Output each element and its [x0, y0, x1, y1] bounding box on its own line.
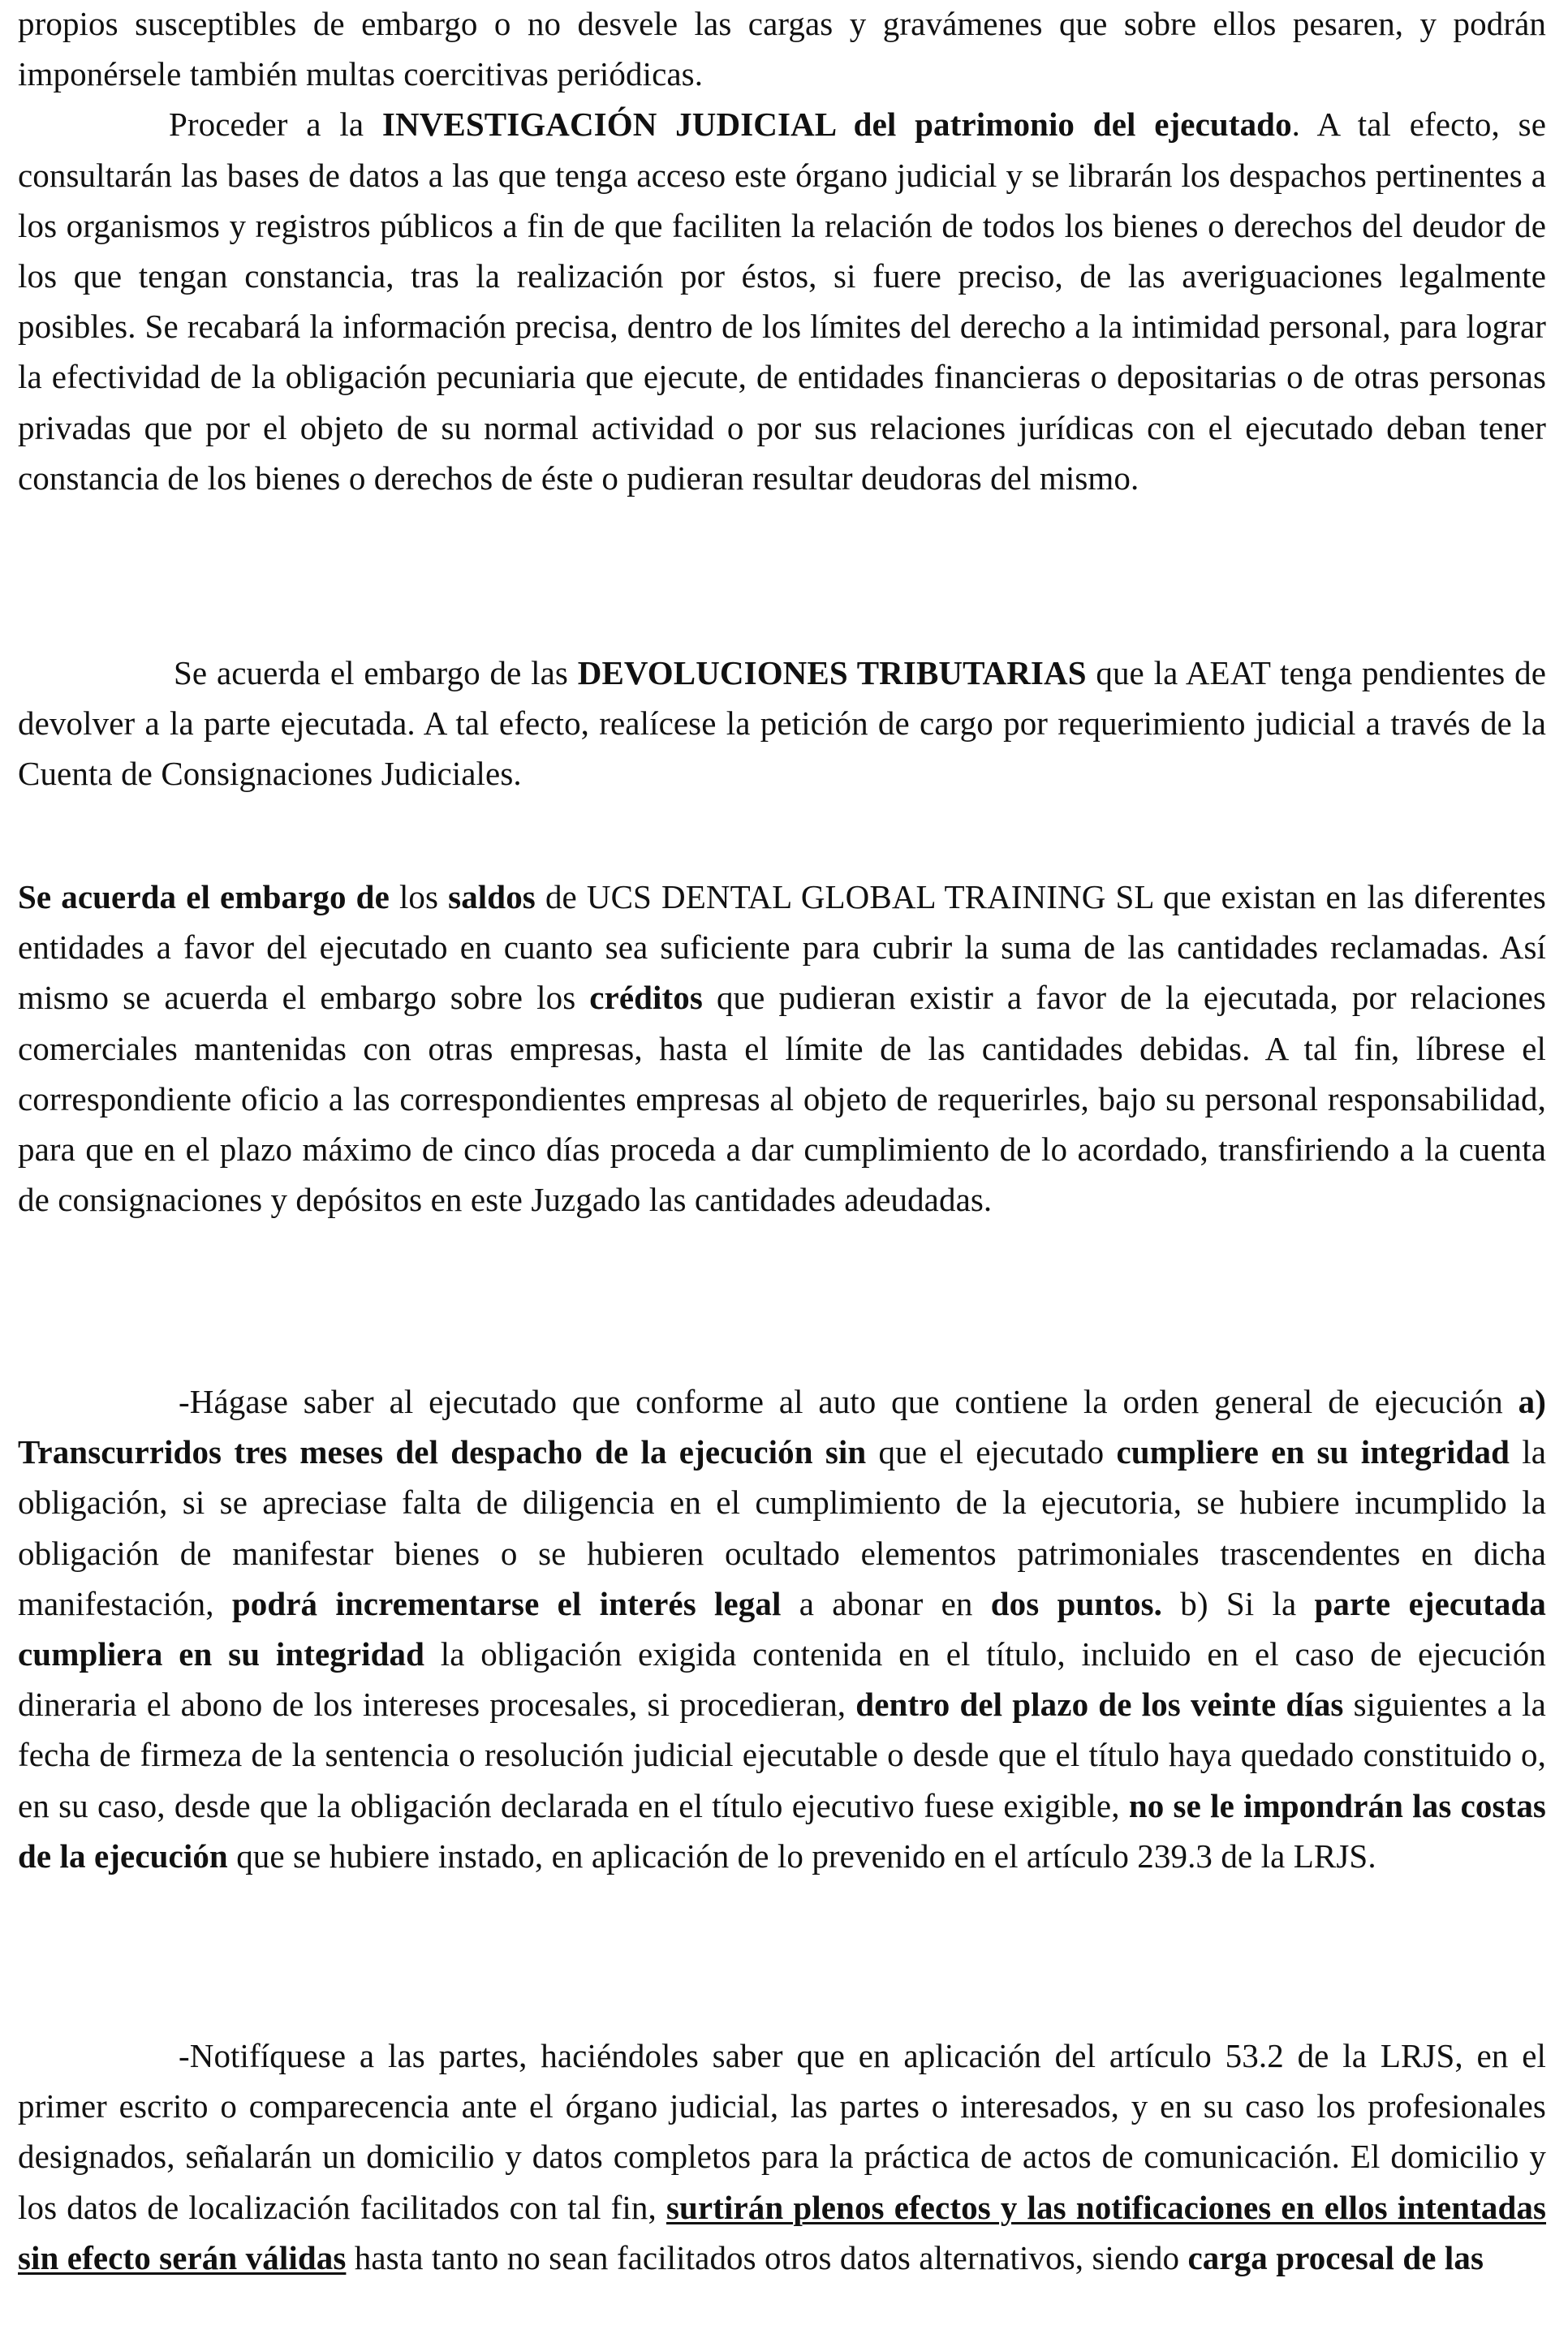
- paragraph-5-text-a: -Notifíquese a las partes, haciéndoles saber que en aplicación del artículo 53.2 de la LRJS, en el primer escrito o comparecencia ante el órgano judicial, las partes o interesados, y en su caso los profesionales designados, señalarán un domicilio y datos completos para la práctica de actos de comunicación. El domicilio y los datos de localización facilitados con tal fin,: [18, 2037, 1546, 2226]
- paragraph-4-text-e: b) Si la: [1180, 1584, 1297, 1622]
- paragraph-4-text-h: que se hubiere instado, en aplicación de lo prevenido en el artículo 239.3 de la LRJS.: [236, 1837, 1376, 1875]
- surtiran-efectos-label: surtirán plenos efectos y las notificaciones en ellos intentadas sin efecto serán válidas: [18, 2188, 1547, 2276]
- paragraph-4-text-c: la obligación, si se apreciase falta de diligencia en el cumplimiento de la ejecutoria, se hubiere incumplido la obligación de manifestar bienes o se hubieren ocultado elementos patrimoniales trascendentes en dicha manifestación,: [18, 1433, 1546, 1622]
- paragraph-notifiquese: [18, 2030, 1546, 2283]
- dos-puntos-label: dos puntos.: [990, 1584, 1163, 1622]
- paragraph-4-text-f: la obligación exigida contenida en el título, incluido en el caso de ejecución dineraria el abono de los intereses procesales, si procedieran,: [18, 1635, 1546, 1724]
- paragraph-3-text-a: los: [398, 878, 439, 915]
- paragraph-patrimonio: [18, 0, 1546, 503]
- clause-a-label: a) Transcurridos tres meses del despacho de la ejecución sin: [18, 1383, 1546, 1471]
- paragraph-2-text-b: que la AEAT tenga pendientes de devolver a la parte ejecutada. A tal efecto, realícese la petición de cargo por requerimiento judicial a través de la Cuenta de Consignaciones Judiciales.: [18, 654, 1547, 793]
- embargo-label: Se acuerda el embargo de: [18, 878, 390, 915]
- paragraph-2-text-a: Se acuerda el embargo de las: [174, 654, 568, 691]
- paragraph-hagase-saber: [18, 1376, 1546, 1881]
- paragraph-4-text-g: siguientes a la fecha de firmeza de la sentencia o resolución judicial ejecutable o desde que el título haya quedado constituido o, en su caso, desde que la obligación declarada en el título ejecutivo fuese exigible,: [18, 1686, 1546, 1824]
- interes-legal-label: podrá incrementarse el interés legal: [231, 1584, 782, 1622]
- paragraph-3-text-b: de UCS DENTAL GLOBAL TRAINING SL que existan en las diferentes entidades a favor del ejecutado en cuanto sea suficiente para cubrir la suma de las cantidades reclamadas. Así mismo se acuerda el embargo sobre los: [18, 878, 1546, 1017]
- paragraph-3-text-c: que pudieran existir a favor de la ejecutada, por relaciones comerciales mantenidas con otras empresas, hasta el límite de las cantidades debidas. A tal fin, líbrese el correspondiente oficio a las correspondientes empresas al objeto de requerirles, bajo su personal responsabilidad, para que en el plazo máximo de cinco días proceda a dar cumplimiento de lo acordado, transfiriendo a la cuenta de consignaciones y depósitos en este Juzgado las cantidades adeudadas.: [18, 979, 1546, 1219]
- paragraph-1-text-c: . A tal efecto, se consultarán las bases de datos a las que tenga acceso este órgano judicial y se librarán los despachos pertinentes a los organismos y registros públicos a fin de que faciliten la relación de todos los bienes o derechos del deudor de los que tengan constancia, tras la realización por éstos, si fuere preciso, de las averiguaciones legalmente posibles. Se recabará la información precisa, dentro de los límites del derecho a la intimidad personal, para lograr la efectividad de la obligación pecuniaria que ejecute, de entidades financieras o depositarias o de otras personas privadas que por el objeto de su normal actividad o por sus relaciones jurídicas con el ejecutado deban tener constancia de los bienes o derechos de éste o pudieran resultar deudoras del mismo.: [18, 106, 1547, 497]
- devoluciones-tributarias-label: DEVOLUCIONES TRIBUTARIAS: [577, 654, 1087, 691]
- saldos-label: saldos: [448, 878, 536, 915]
- plazo-label: dentro del plazo de los veinte días: [855, 1686, 1344, 1724]
- paragraph-devoluciones: [18, 648, 1546, 799]
- paragraph-4-text-d: a abonar en: [799, 1584, 973, 1622]
- carga-procesal-label: carga procesal de las: [1187, 2238, 1484, 2276]
- paragraph-saldos: [18, 872, 1546, 1225]
- investigacion-judicial-heading: INVESTIGACIÓN JUDICIAL del patrimonio del ejecutado: [381, 106, 1292, 144]
- parte-ejecutada-label: parte ejecutada cumpliera en su integridad: [18, 1584, 1546, 1673]
- paragraph-4-text-b: que el ejecutado: [878, 1433, 1105, 1471]
- costas-label: no se le impondrán las costas de la ejecución: [18, 1786, 1546, 1875]
- paragraph-1-text-b: Proceder a la: [169, 106, 364, 144]
- paragraph-5-text-b: hasta tanto no sean facilitados otros datos alternativos, siendo: [354, 2238, 1180, 2276]
- cumpliere-label: cumpliere en su integridad: [1116, 1433, 1510, 1471]
- paragraph-1-text-a: propios susceptibles de embargo o no desvele las cargas y gravámenes que sobre ellos pesaren, y podrán imponérsele también multas coercitivas periódicas.: [18, 5, 1546, 93]
- creditos-label: créditos: [589, 979, 703, 1017]
- paragraph-4-text-a: -Hágase saber al ejecutado que conforme al auto que contiene la orden general de ejecución: [179, 1383, 1503, 1420]
